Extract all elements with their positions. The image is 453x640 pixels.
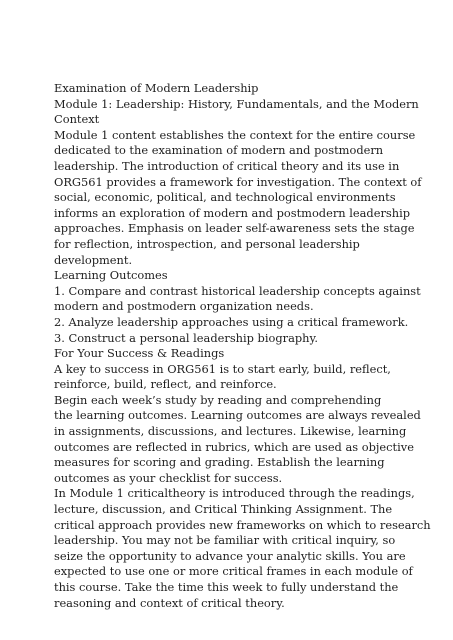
module-heading-line-2: Context (54, 112, 100, 127)
weekly-study-paragraph-line: the learning outcomes. Learning outcomes are always revealed (54, 408, 421, 423)
document-title: Examination of Modern Leadership (54, 81, 259, 95)
critical-theory-paragraph-line: reasoning and context of critical theory. (54, 595, 285, 610)
intro-paragraph-line: social, economic, political, and technological environments (54, 190, 396, 205)
intro-paragraph-line: leadership. The introduction of critical theory and its use in (54, 158, 400, 173)
outcome-item-line: 2. Analyze leadership approaches using a critical framework. (54, 314, 409, 329)
intro-paragraph-line: development. (54, 252, 133, 267)
intro-paragraph-line: informs an exploration of modern and postmodern leadership (54, 205, 411, 220)
module-heading-line-1: Module 1: Leadership: History, Fundamentals, and the Modern (54, 96, 419, 111)
critical-theory-paragraph-line: lecture, discussion, and Critical Thinking Assignment. The (54, 502, 393, 517)
success-paragraph-line: A key to success in ORG561 is to start early, build, reflect, (54, 361, 391, 376)
learning-outcomes-heading: Learning Outcomes (54, 268, 168, 283)
intro-paragraph-line: approaches. Emphasis on leader self-awareness sets the stage (54, 221, 415, 236)
weekly-study-paragraph-line: Begin each week’s study by reading and comprehending (54, 392, 382, 407)
critical-theory-paragraph-line: In Module 1 criticaltheory is introduced through the readings, (54, 486, 415, 501)
critical-theory-paragraph-line: this course. Take the time this week to fully understand the (54, 580, 399, 594)
critical-theory-paragraph-line: seize the opportunity to advance your analytic skills. You are (54, 548, 406, 563)
weekly-study-paragraph-line: outcomes are reflected in rubrics, which are used as objective (54, 439, 414, 454)
weekly-study-paragraph-line: in assignments, discussions, and lectures. Likewise, learning (54, 424, 407, 439)
intro-paragraph-line: dedicated to the examination of modern and postmodern (54, 143, 384, 158)
outcome-item-line: 1. Compare and contrast historical leadership concepts against (54, 283, 421, 298)
outcome-item-line: modern and postmodern organization needs. (54, 299, 314, 314)
outcome-item-line: 3. Construct a personal leadership biography. (54, 330, 319, 345)
intro-paragraph-line: ORG561 provides a framework for investigation. The context of (54, 174, 422, 189)
critical-theory-paragraph-line: critical approach provides new frameworks on which to research (54, 517, 431, 532)
critical-theory-paragraph-line: expected to use one or more critical frames in each module of (54, 564, 413, 579)
intro-paragraph-line: Module 1 content establishes the context for the entire course (54, 127, 416, 142)
weekly-study-paragraph-line: measures for scoring and grading. Establish the learning (54, 455, 385, 470)
weekly-study-paragraph-line: outcomes as your checklist for success. (54, 470, 283, 485)
document-page (54, 81, 431, 611)
success-paragraph-line: reinforce, build, reflect, and reinforce. (54, 377, 277, 392)
success-readings-heading: For Your Success & Readings (54, 346, 225, 361)
critical-theory-paragraph-line: leadership. You may not be familiar with critical inquiry, so (54, 533, 396, 548)
intro-paragraph-line: for reflection, introspection, and personal leadership (54, 236, 360, 251)
